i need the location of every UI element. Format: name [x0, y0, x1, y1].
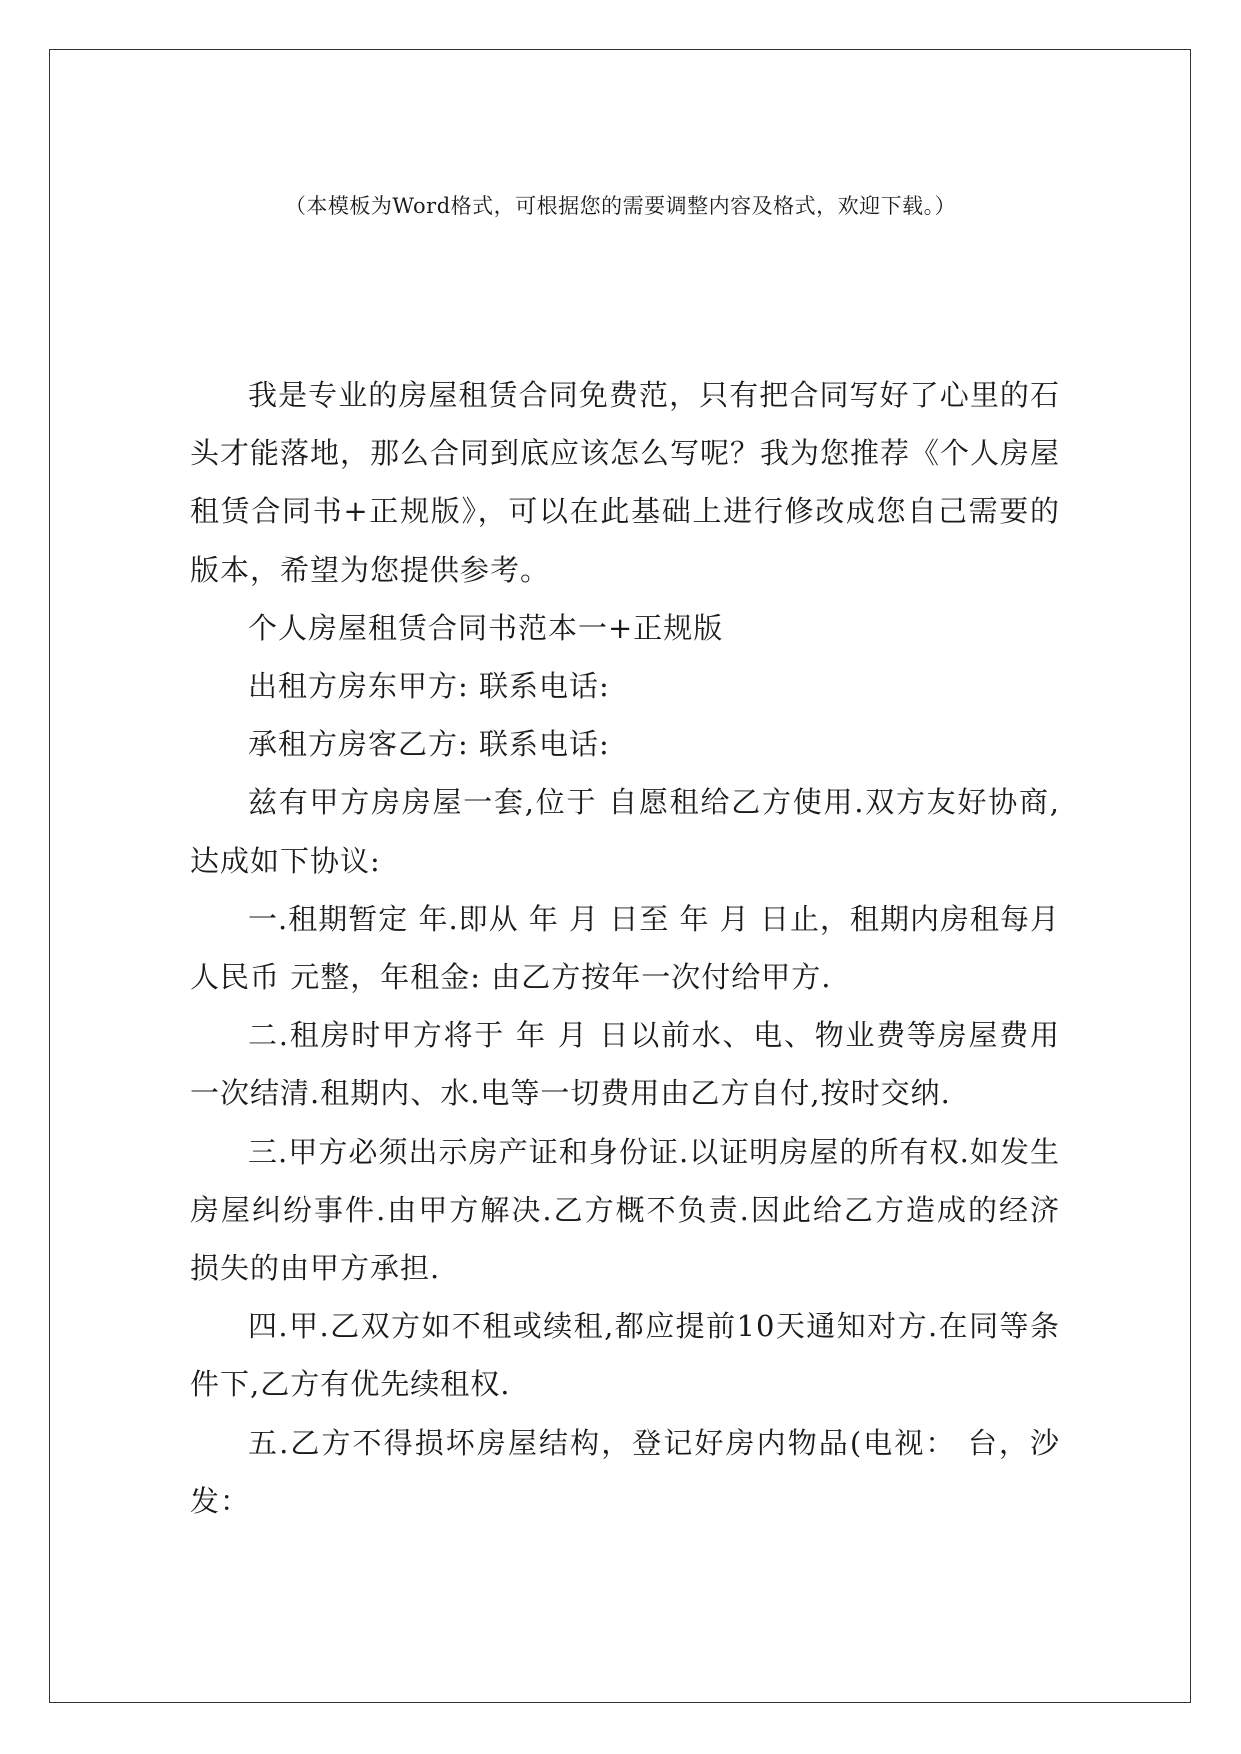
party-a-line: 出租方房东甲方: 联系电话: — [248, 669, 610, 704]
document-body — [190, 366, 1060, 1530]
clause-5: 五.乙方不得损坏房屋结构，登记好房内物品(电视： 台，沙发： — [190, 1425, 1060, 1518]
template-note: （本模板为Word格式，可根据您的需要调整内容及格式，欢迎下载。） — [284, 194, 957, 218]
agreement-preamble: 兹有甲方房房屋一套,位于 自愿租给乙方使用.双方友好协商,达成如下协议: — [190, 785, 1060, 878]
contract-title: 个人房屋租赁合同书范本一+正规版 — [248, 610, 724, 645]
clause-2: 二.租房时甲方将于 年 月 日以前水、电、物业费等房屋费用一次结清.租期内、水.电等一切费用由乙方自付,按时交纳. — [190, 1018, 1060, 1111]
party-b-line: 承租方房客乙方: 联系电话: — [248, 727, 610, 762]
clause-3: 三.甲方必须出示房产证和身份证.以证明房屋的所有权.如发生房屋纠纷事件.由甲方解决.乙方概不负责.因此给乙方造成的经济损失的由甲方承担. — [190, 1134, 1060, 1286]
intro-paragraph: 我是专业的房屋租赁合同免费范，只有把合同写好了心里的石头才能落地，那么合同到底应该怎么写呢？我为您推荐《个人房屋租赁合同书+正规版》，可以在此基础上进行修改成您自己需要的版本，希望为您提供参考。 — [190, 378, 1061, 587]
clause-1: 一.租期暂定 年.即从 年 月 日至 年 月 日止，租期内房租每月人民币 元整，年租金: 由乙方按年一次付给甲方. — [190, 901, 1060, 995]
clause-4: 四.甲.乙双方如不租或续租,都应提前10天通知对方.在同等条件下,乙方有优先续租权. — [190, 1309, 1060, 1402]
